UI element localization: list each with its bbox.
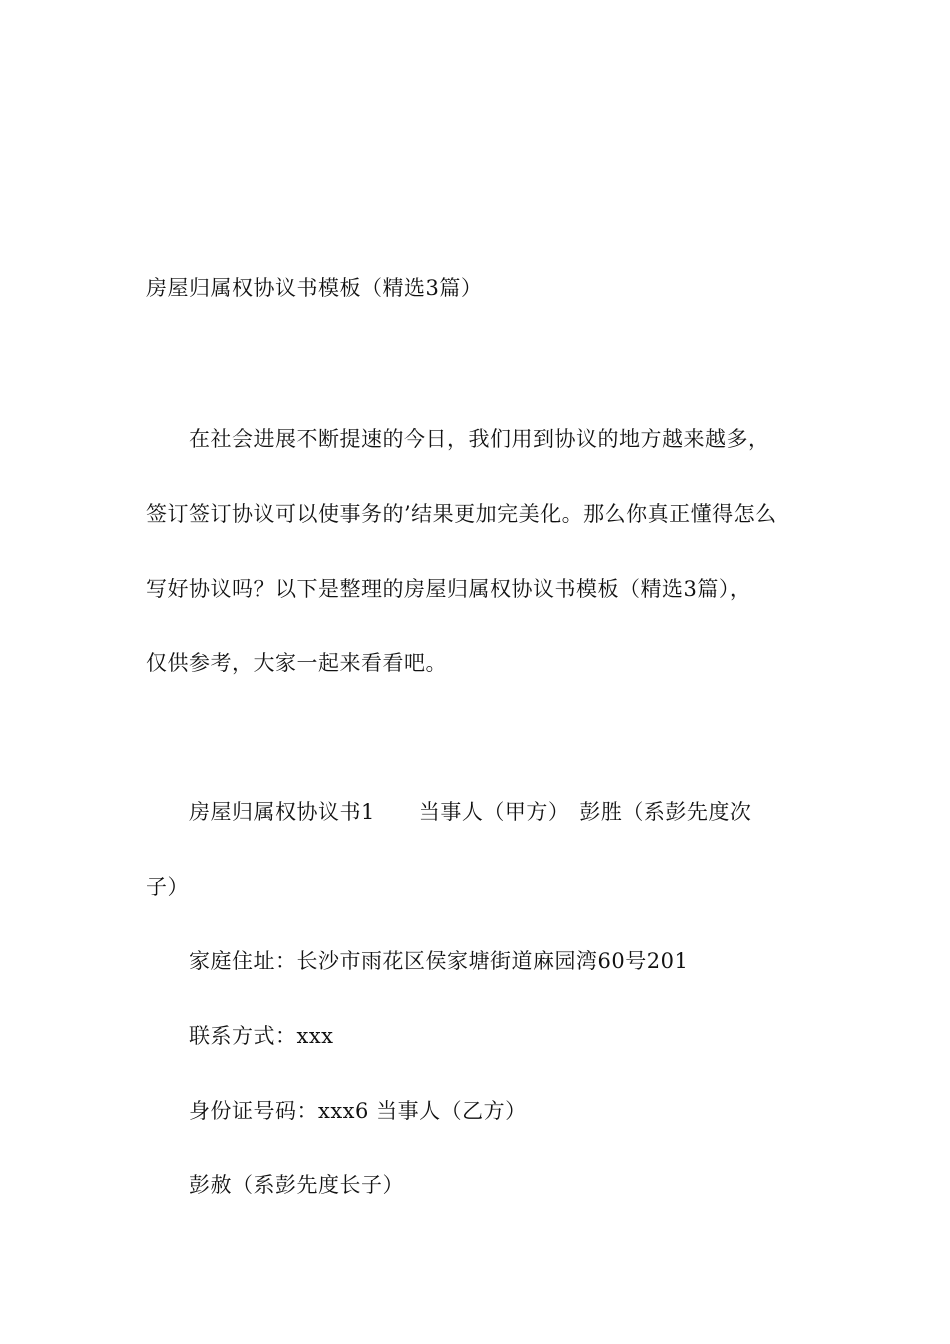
section1-heading: 房屋归属权协议书1 bbox=[189, 800, 375, 824]
address-line: 家庭住址：长沙市雨花区侯家塘街道麻园湾60号201 bbox=[189, 949, 689, 973]
intro-line-4: 仅供参考，大家一起来看看吧。 bbox=[146, 651, 447, 675]
id-line: 身份证号码：xxx6 当事人（乙方） bbox=[189, 1099, 527, 1123]
party-a-name-cont: 子） bbox=[146, 875, 189, 899]
document-title: 房屋归属权协议书模板（精选3篇） bbox=[146, 276, 483, 300]
party-a-label: 当事人（甲方） bbox=[418, 800, 570, 824]
intro-line-2: 签订签订协议可以使事务的’结果更加完美化。那么你真正懂得怎么 bbox=[146, 502, 777, 526]
party-a-name: 彭胜（系彭先度次 bbox=[579, 800, 752, 824]
intro-line-1: 在社会进展不断提速的今日，我们用到协议的地方越来越多， bbox=[189, 427, 770, 451]
intro-line-3: 写好协议吗？以下是整理的房屋归属权协议书模板（精选3篇）， bbox=[146, 577, 752, 601]
contact-line: 联系方式：xxx bbox=[189, 1024, 334, 1048]
section1-heading-line bbox=[189, 798, 751, 826]
party-b-name: 彭赦（系彭先度长子） bbox=[189, 1173, 404, 1197]
